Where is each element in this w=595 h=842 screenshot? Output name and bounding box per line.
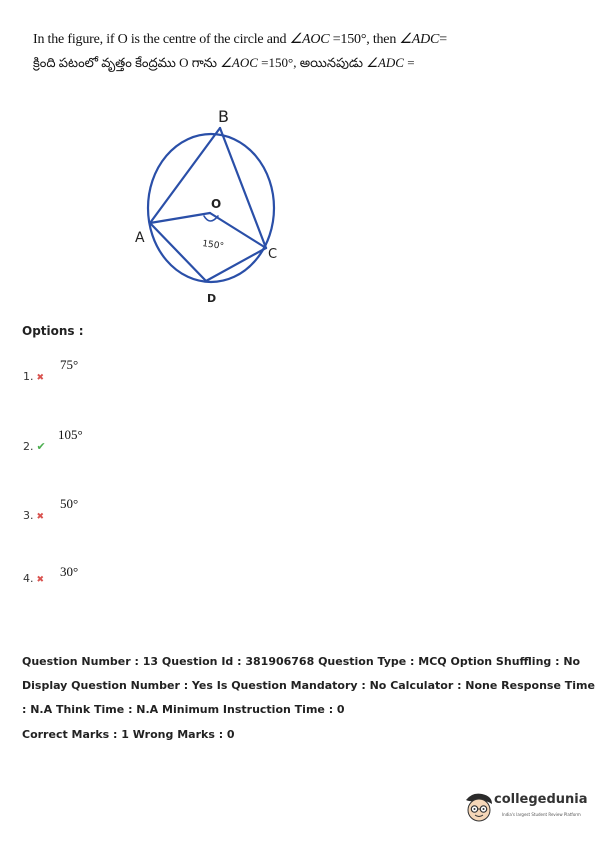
logo-tagline: India's largest Student Review Platform — [502, 812, 581, 817]
label-b: B — [218, 107, 229, 126]
angle-label: 150° — [201, 239, 225, 252]
cross-icon: ✖ — [36, 373, 45, 383]
cross-icon: ✖ — [36, 575, 45, 585]
option-2-value: 105° — [58, 427, 83, 442]
circle-figure — [120, 98, 300, 306]
chord-bc — [220, 128, 266, 248]
label-a: A — [135, 230, 145, 246]
option-2-number: 2. ✔ — [23, 440, 46, 453]
option-4-number: 4. ✖ — [23, 572, 45, 585]
label-o: O — [211, 197, 222, 211]
question-text-telugu: క్రింది పటంలో వృత్తం కేంద్రము O గాను ∠AOC =150°, అయినపుడు ∠ADC = — [33, 55, 415, 70]
chord-ab — [150, 128, 220, 223]
collegedunia-logo — [462, 790, 590, 830]
meta-line-1: Question Number : 13 Question Id : 381906768 Question Type : MCQ Option Shuffling : No — [22, 655, 581, 668]
option-3-number: 3. ✖ — [23, 509, 45, 522]
logo-name: collegedunia — [494, 792, 588, 807]
option-3-value: 50° — [60, 496, 79, 511]
circle-diagram — [120, 98, 300, 306]
cross-icon: ✖ — [36, 512, 45, 522]
option-1-value: 75° — [60, 357, 79, 372]
mascot-icon — [462, 790, 496, 826]
label-d: D — [207, 292, 217, 305]
options-title: Options : — [22, 324, 84, 338]
check-icon: ✔ — [36, 440, 46, 453]
meta-line-4: Correct Marks : 1 Wrong Marks : 0 — [22, 728, 235, 741]
label-c: C — [268, 247, 278, 262]
meta-line-3: : N.A Think Time : N.A Minimum Instruction Time : 0 — [22, 703, 345, 716]
option-4-value: 30° — [60, 564, 79, 579]
radius-oa — [150, 213, 210, 223]
question-text-english: In the figure, if O is the centre of the circle and ∠AOC =150°, then ∠ADC= — [33, 32, 447, 47]
option-1-number: 1. ✖ — [23, 370, 45, 383]
meta-line-2: Display Question Number : Yes Is Question Mandatory : No Calculator : None Response Time — [22, 679, 595, 692]
